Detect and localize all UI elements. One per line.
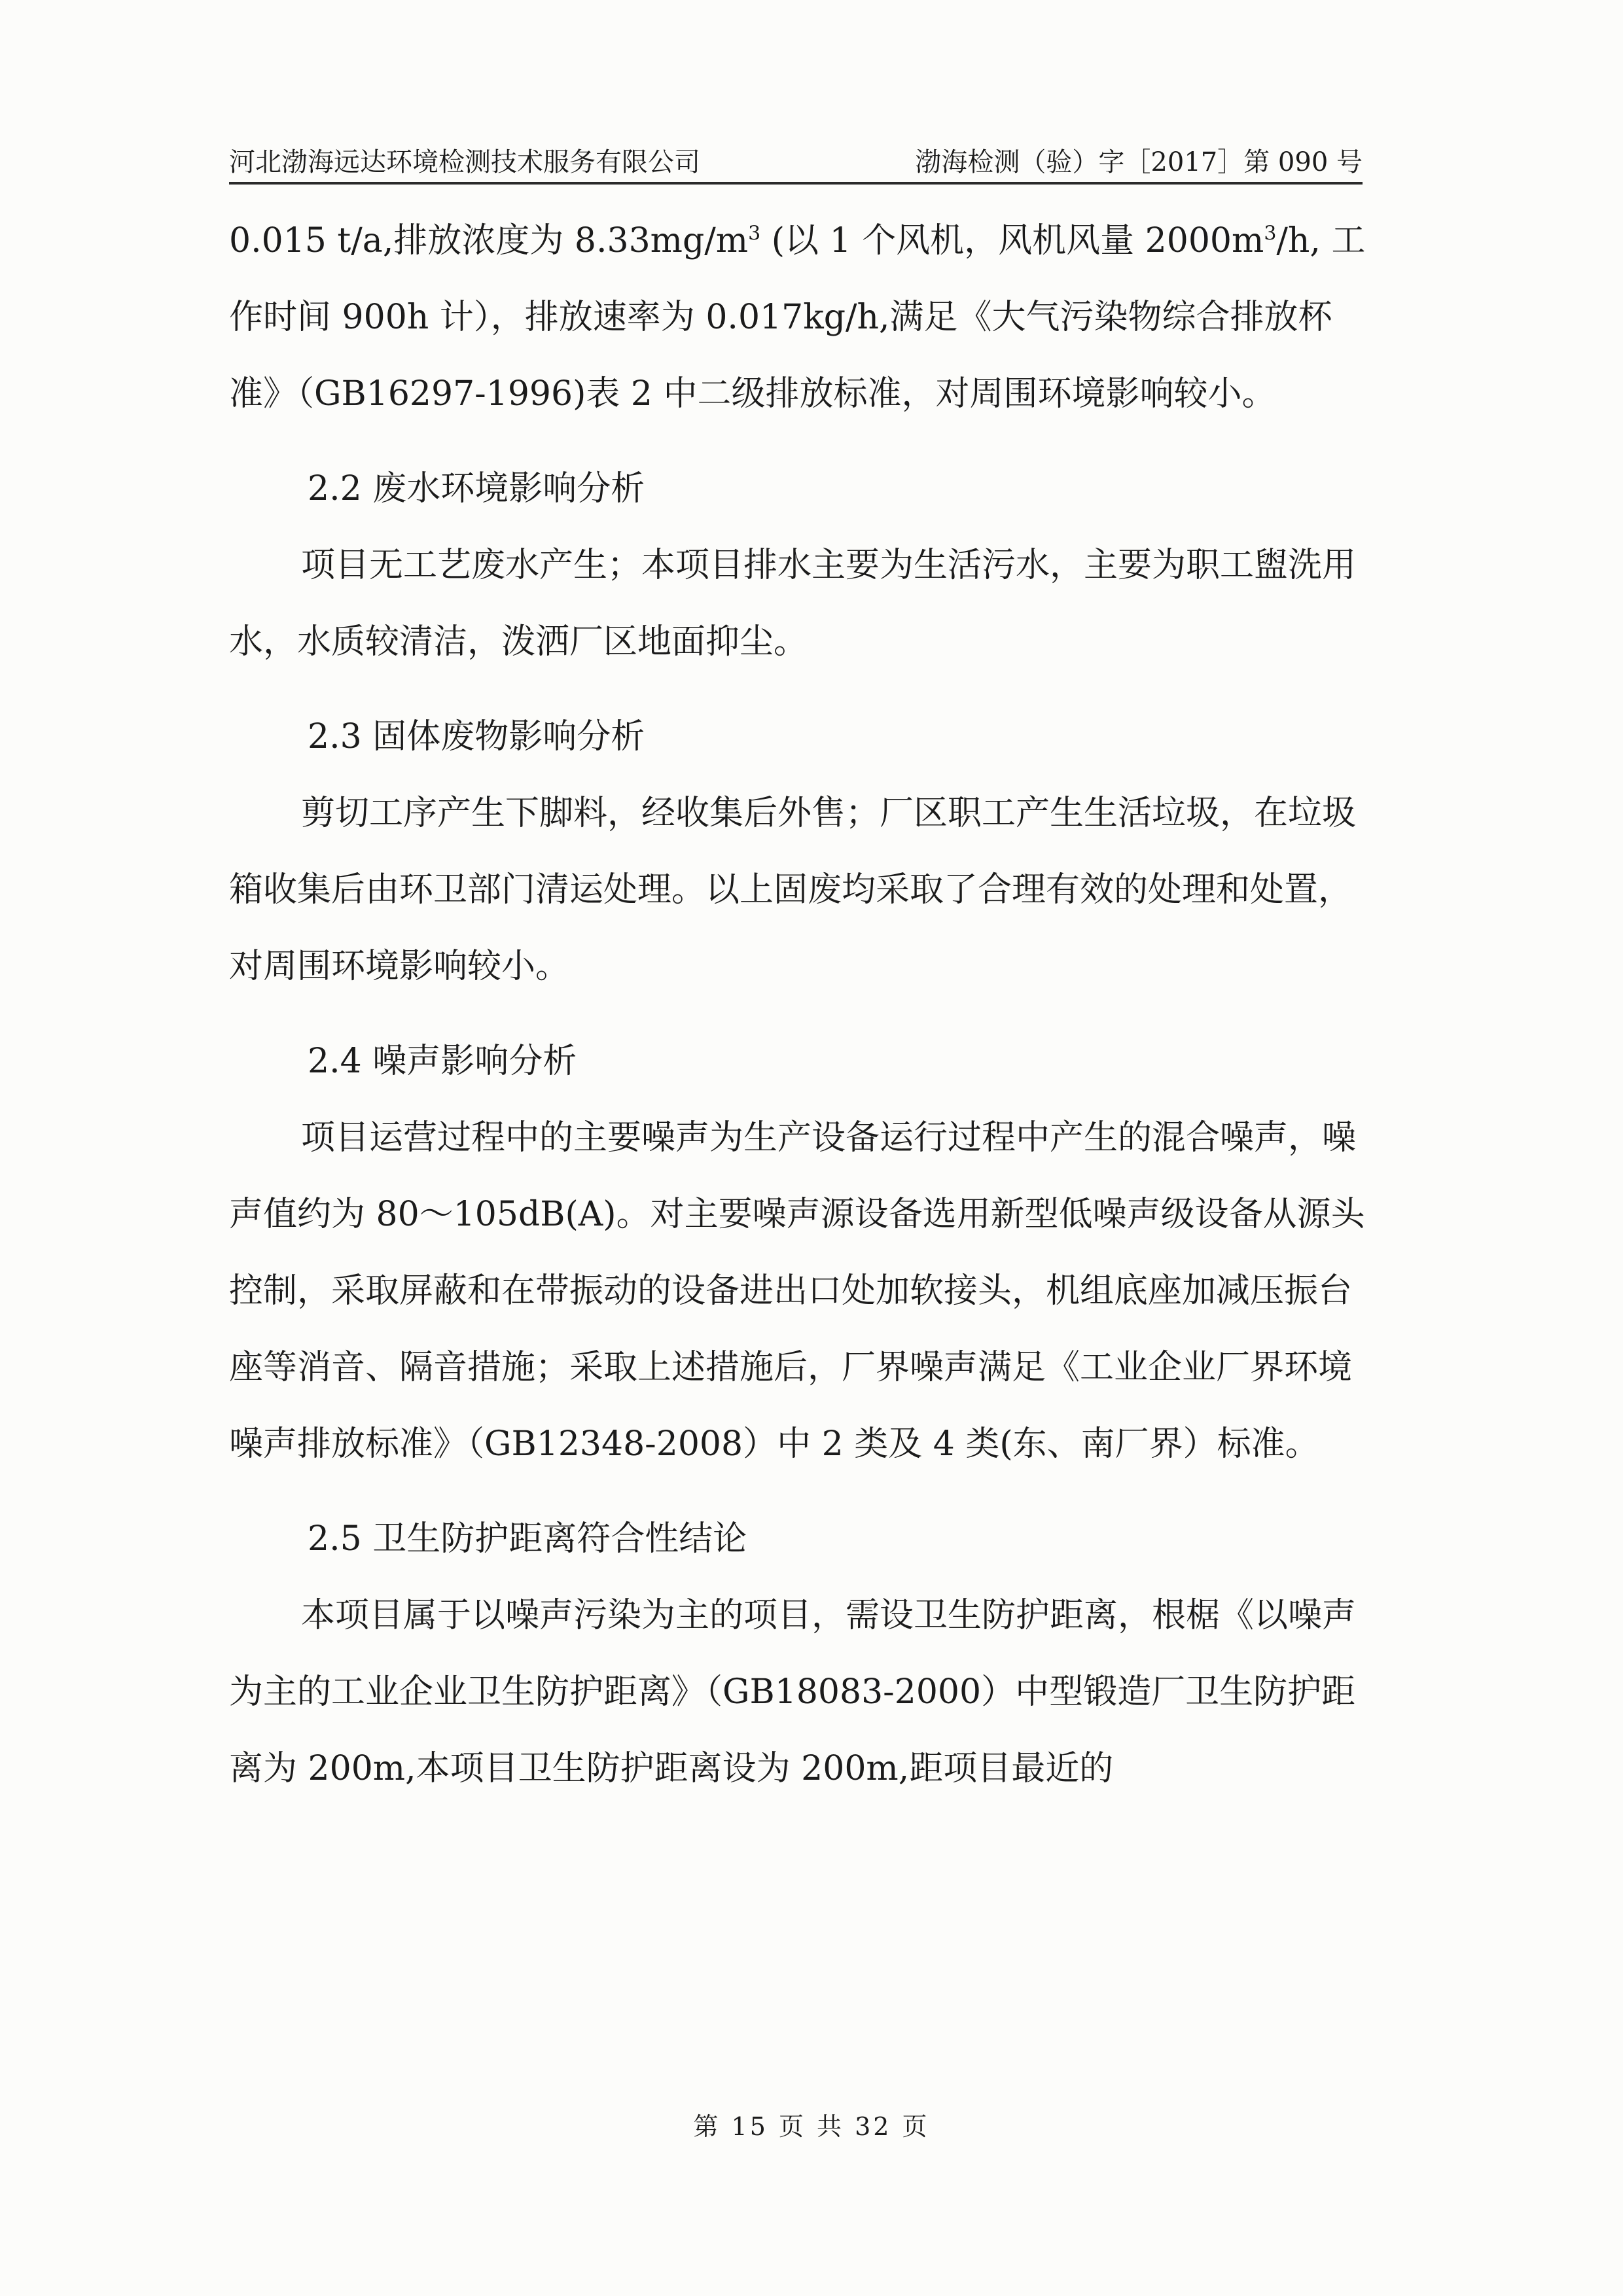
text-run: 0.015 t/a,排放浓度为 8.33mg/m (229, 221, 749, 260)
section-heading-2-5: 2.5 卫生防护距离符合性结论 (308, 1519, 747, 1559)
superscript: 3 (1264, 222, 1277, 245)
paragraph-protection-distance: 本项目属于以噪声污染为主的项目，需设卫生防护距离，根椐《以噪声为主的工业企业卫生防护距离》（GB18083-2000）中型锻造厂卫生防护距离为 200m,本项目卫生防护距离设为 200m,距项目最近的 (229, 1596, 1357, 1788)
text-run: /h, 工作时间 900h 计），排放速率为 0.017kg/h,满足《大气污染物综合排放杯准》（GB16297-1996)表 2 中二级排放标准，对周围环境影响较小。 (229, 221, 1366, 414)
report-number: 渤海检测（验）字［2017］第 090 号 (915, 147, 1363, 177)
section-heading-2-3: 2.3 固体废物影响分析 (308, 717, 645, 756)
section-heading-2-2: 2.2 废水环境影响分析 (308, 469, 645, 508)
company-name: 河北渤海远达环境检测技术服务有限公司 (229, 147, 700, 177)
paragraph-solid-waste: 剪切工序产生下脚料，经收集后外售；厂区职工产生生活垃圾，在垃圾箱收集后由环卫部门清运处理。以上固废均采取了合理有效的处理和处置，对周围环境影响较小。 (229, 794, 1357, 986)
superscript: 3 (748, 222, 761, 245)
body-text (229, 203, 1374, 1807)
paragraph-air-continued (229, 203, 1374, 433)
section-heading-2-4: 2.4 噪声影响分析 (308, 1042, 577, 1081)
paragraph-noise: 项目运营过程中的主要噪声为生产设备运行过程中产生的混合噪声，噪声值约为 80～105dB(A)。对主要噪声源设备选用新型低噪声级设备从源头控制，采取屏蔽和在带振动的设备进出口处加软接头，机组底座加减压振台座等消音、隔音措施；采取上述措施后，厂界噪声满足《工业企业厂界环境噪声排放标准》（GB12348-2008）中 2 类及 4 类(东、南厂界）标准。 (229, 1118, 1365, 1464)
paragraph-wastewater: 项目无工艺废水产生；本项目排水主要为生活污水，主要为职工盥洗用水，水质较清洁，泼洒厂区地面抑尘。 (229, 546, 1357, 662)
page-number: 第 15 页 共 32 页 (693, 2112, 930, 2141)
text-run: (以 1 个风机，风机风量 2000m (760, 221, 1264, 260)
page-header (229, 143, 1363, 185)
